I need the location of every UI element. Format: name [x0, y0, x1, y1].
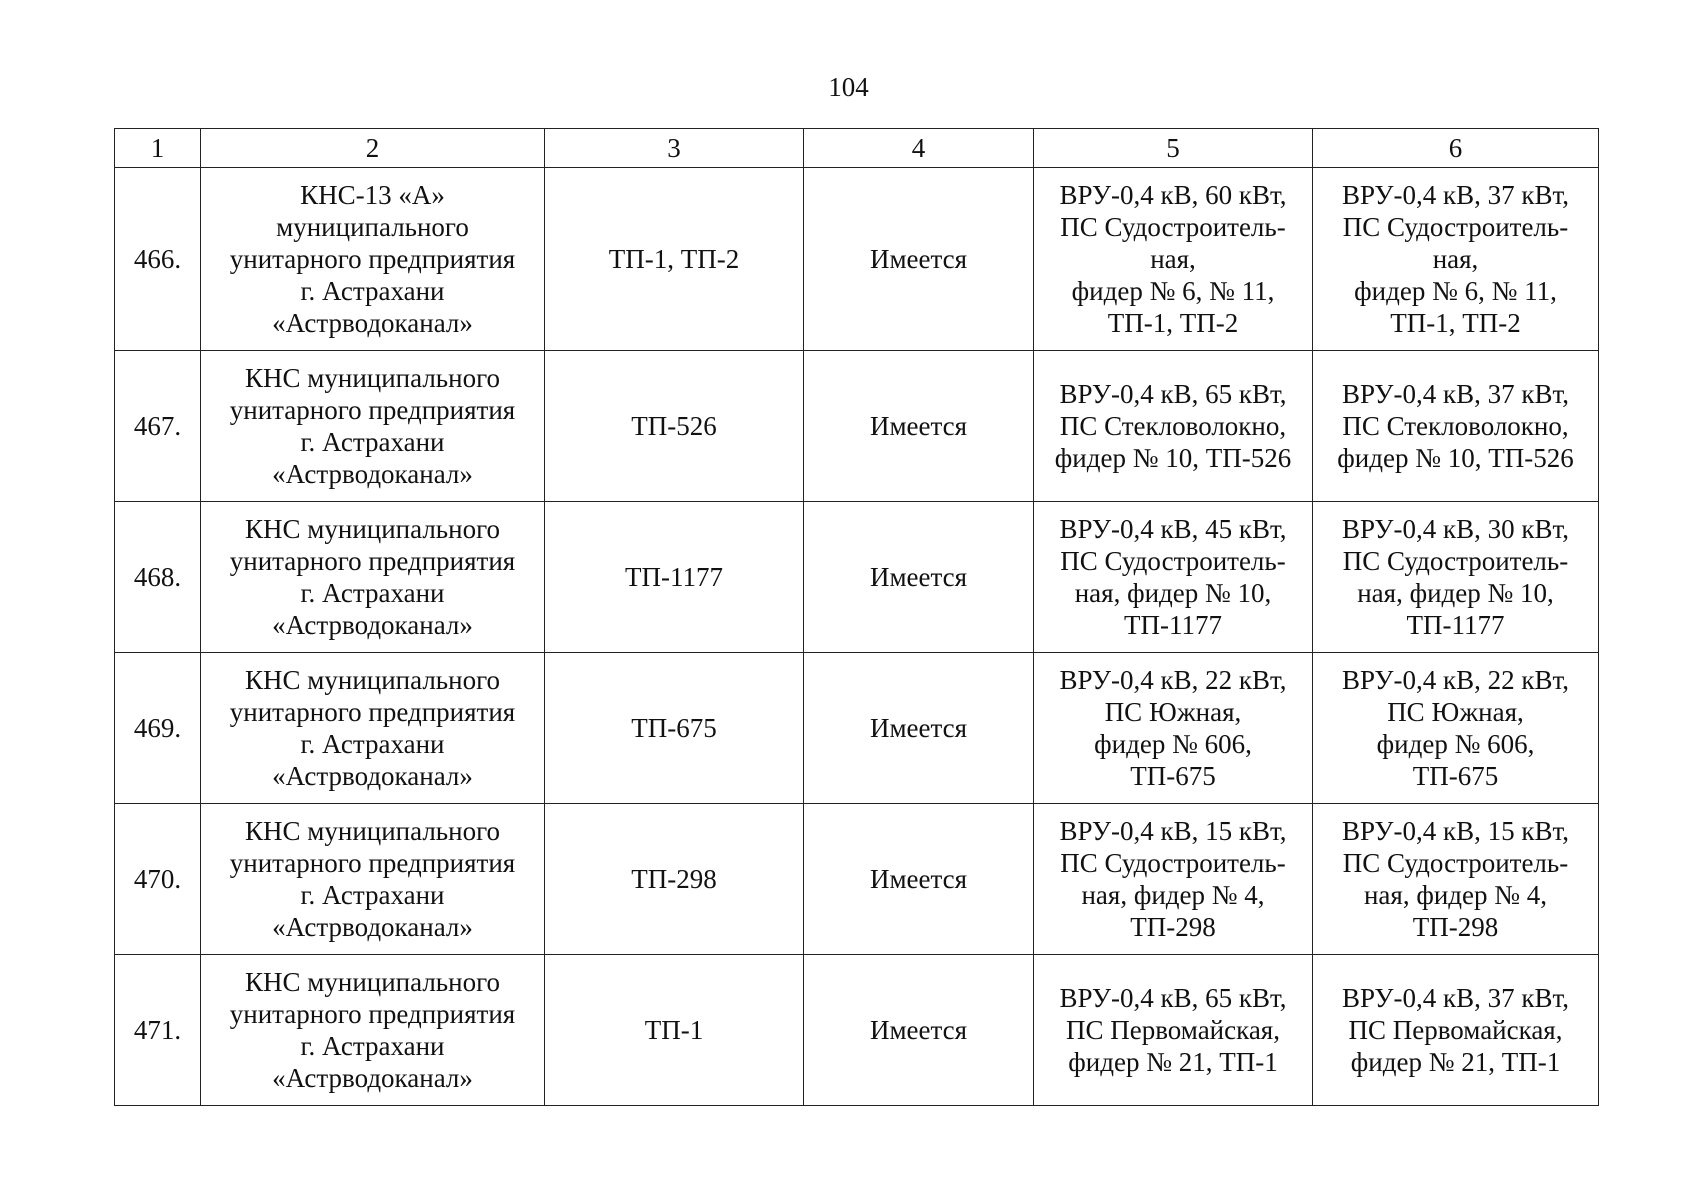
status-cell: Имеется [804, 502, 1034, 653]
power-spec-cell: ВРУ-0,4 кВ, 37 кВт, ПС Первомайская, фидер № 21, ТП-1 [1313, 955, 1599, 1106]
row-number-cell: 469. [115, 653, 201, 804]
table-row [115, 955, 1599, 1106]
column-header: 4 [804, 129, 1034, 168]
power-spec-cell: ВРУ-0,4 кВ, 15 кВт, ПС Судостроитель- ная, фидер № 4, ТП-298 [1034, 804, 1313, 955]
table-header-row [115, 129, 1599, 168]
page-number: 104 [828, 72, 869, 102]
row-number-cell: 468. [115, 502, 201, 653]
table-row [115, 351, 1599, 502]
facility-name-cell: КНС муниципального унитарного предприятия г. Астрахани «Астрводоканал» [201, 955, 545, 1106]
status-cell: Имеется [804, 955, 1034, 1106]
facility-name-cell: КНС муниципального унитарного предприятия г. Астрахани «Астрводоканал» [201, 804, 545, 955]
facility-name-cell: КНС муниципального унитарного предприятия г. Астрахани «Астрводоканал» [201, 351, 545, 502]
table-row [115, 502, 1599, 653]
substation-cell: ТП-1, ТП-2 [545, 168, 804, 351]
substation-cell: ТП-1177 [545, 502, 804, 653]
row-number-cell: 467. [115, 351, 201, 502]
status-cell: Имеется [804, 351, 1034, 502]
power-spec-cell: ВРУ-0,4 кВ, 22 кВт, ПС Южная, фидер № 606, ТП-675 [1034, 653, 1313, 804]
power-spec-cell: ВРУ-0,4 кВ, 45 кВт, ПС Судостроитель- ная, фидер № 10, ТП-1177 [1034, 502, 1313, 653]
facility-name-cell: КНС муниципального унитарного предприятия г. Астрахани «Астрводоканал» [201, 502, 545, 653]
substation-cell: ТП-298 [545, 804, 804, 955]
status-cell: Имеется [804, 653, 1034, 804]
substation-cell: ТП-526 [545, 351, 804, 502]
facility-name-cell: КНС-13 «А» муниципального унитарного предприятия г. Астрахани «Астрводоканал» [201, 168, 545, 351]
row-number-cell: 471. [115, 955, 201, 1106]
power-spec-cell: ВРУ-0,4 кВ, 30 кВт, ПС Судостроитель- ная, фидер № 10, ТП-1177 [1313, 502, 1599, 653]
table-row [115, 804, 1599, 955]
row-number-cell: 466. [115, 168, 201, 351]
power-spec-cell: ВРУ-0,4 кВ, 65 кВт, ПС Стекловолокно, фидер № 10, ТП-526 [1034, 351, 1313, 502]
power-spec-cell: ВРУ-0,4 кВ, 22 кВт, ПС Южная, фидер № 606, ТП-675 [1313, 653, 1599, 804]
data-table [114, 128, 1599, 1106]
power-spec-cell: ВРУ-0,4 кВ, 60 кВт, ПС Судостроитель- ная, фидер № 6, № 11, ТП-1, ТП-2 [1034, 168, 1313, 351]
column-header: 6 [1313, 129, 1599, 168]
table-row [115, 653, 1599, 804]
power-spec-cell: ВРУ-0,4 кВ, 65 кВт, ПС Первомайская, фидер № 21, ТП-1 [1034, 955, 1313, 1106]
status-cell: Имеется [804, 168, 1034, 351]
power-spec-cell: ВРУ-0,4 кВ, 37 кВт, ПС Судостроитель- ная, фидер № 6, № 11, ТП-1, ТП-2 [1313, 168, 1599, 351]
table-row [115, 168, 1599, 351]
row-number-cell: 470. [115, 804, 201, 955]
status-cell: Имеется [804, 804, 1034, 955]
power-spec-cell: ВРУ-0,4 кВ, 37 кВт, ПС Стекловолокно, фидер № 10, ТП-526 [1313, 351, 1599, 502]
column-header: 1 [115, 129, 201, 168]
power-spec-cell: ВРУ-0,4 кВ, 15 кВт, ПС Судостроитель- ная, фидер № 4, ТП-298 [1313, 804, 1599, 955]
column-header: 2 [201, 129, 545, 168]
substation-cell: ТП-675 [545, 653, 804, 804]
column-header: 5 [1034, 129, 1313, 168]
substation-cell: ТП-1 [545, 955, 804, 1106]
column-header: 3 [545, 129, 804, 168]
facility-name-cell: КНС муниципального унитарного предприятия г. Астрахани «Астрводоканал» [201, 653, 545, 804]
